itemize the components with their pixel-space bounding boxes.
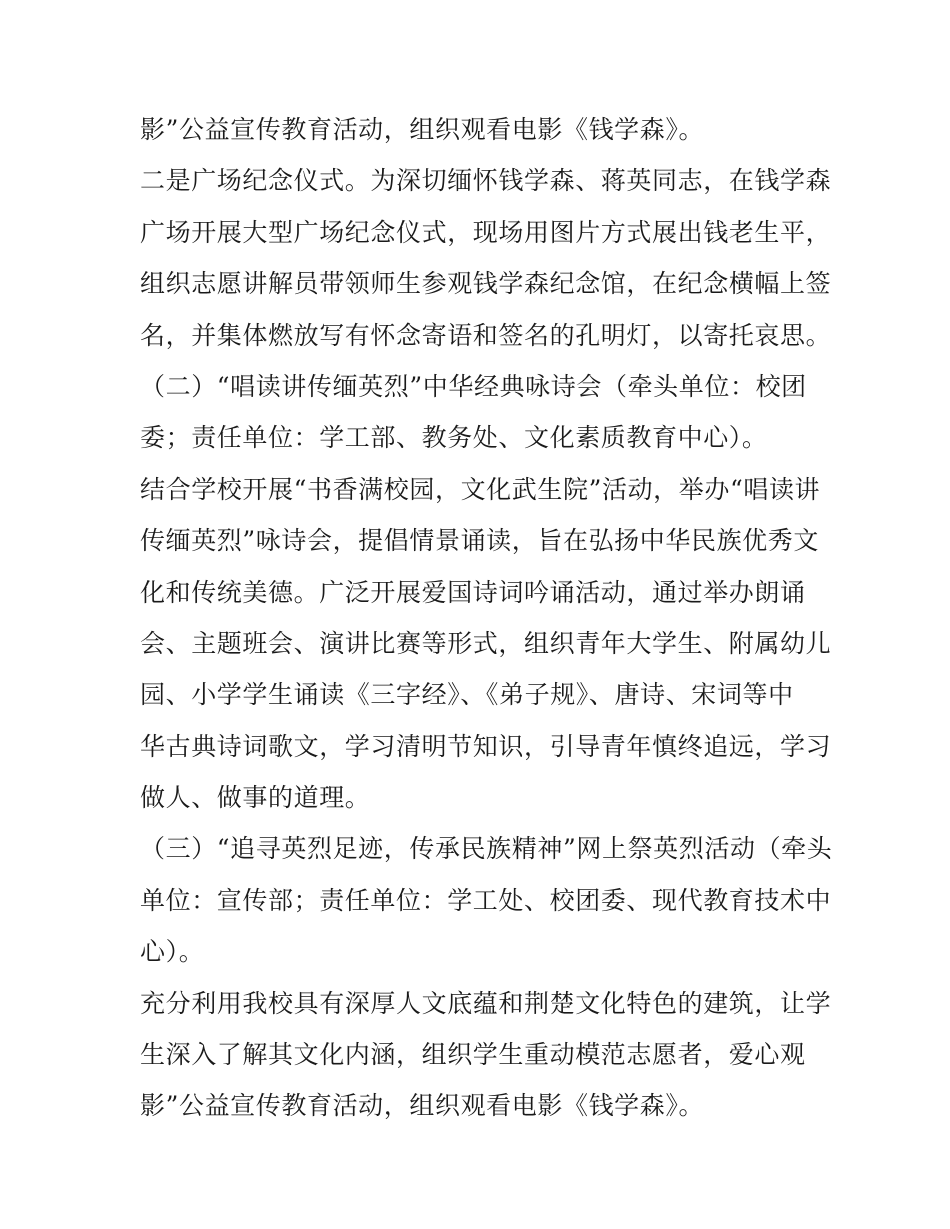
text-line: 华古典诗词歌文，学习清明节知识，引导青年慎终追远，学习 xyxy=(140,731,832,761)
text-line: 二是广场纪念仪式。为深切缅怀钱学森、蒋英同志，在钱学森 xyxy=(140,166,832,196)
text-line: 单位：宣传部；责任单位：学工处、校团委、现代教育技术中 xyxy=(140,885,832,915)
section-heading-2: （二）“唱读讲传缅英烈”中华经典咏诗会（牵头单位：校团 xyxy=(140,371,807,401)
section-heading-3: （三）“追寻英烈足迹，传承民族精神”网上祭英烈活动（牵头 xyxy=(140,834,833,864)
text-line: 园、小学学生诵读《三字经》、《弟子规》、唐诗、宋词等中 xyxy=(140,680,794,710)
text-line: 结合学校开展“书香满校园，文化武生院”活动，举办“唱读讲 xyxy=(140,474,821,504)
text-line: 做人、做事的道理。 xyxy=(140,783,371,813)
text-line: 委；责任单位：学工部、教务处、文化素质教育中心）。 xyxy=(140,423,768,453)
text-line: 化和传统美德。广泛开展爱国诗词吟诵活动，通过举办朗诵 xyxy=(140,577,806,607)
text-line: 名，并集体燃放写有怀念寄语和签名的孔明灯，以寄托哀思。 xyxy=(140,320,832,350)
text-line: 充分利用我校具有深厚人文底蕴和荆楚文化特色的建筑，让学 xyxy=(140,988,832,1018)
text-line: 心）。 xyxy=(140,937,205,967)
text-line: 生深入了解其文化内涵，组织学生重动模范志愿者，爱心观 xyxy=(140,1040,806,1070)
body-text xyxy=(140,104,833,1132)
text-line: 会、主题班会、演讲比赛等形式，组织青年大学生、附属幼儿 xyxy=(140,628,832,658)
text-line: 广场开展大型广场纪念仪式，现场用图片方式展出钱老生平， xyxy=(140,217,832,247)
text-line: 影”公益宣传教育活动，组织观看电影《钱学森》。 xyxy=(140,115,705,144)
text-line: 传缅英烈”咏诗会，提倡情景诵读，旨在弘扬中华民族优秀文 xyxy=(140,526,819,556)
text-line: 组织志愿讲解员带领师生参观钱学森纪念馆，在纪念横幅上签 xyxy=(140,269,832,299)
text-line: 影”公益宣传教育活动，组织观看电影《钱学森》。 xyxy=(140,1091,705,1121)
